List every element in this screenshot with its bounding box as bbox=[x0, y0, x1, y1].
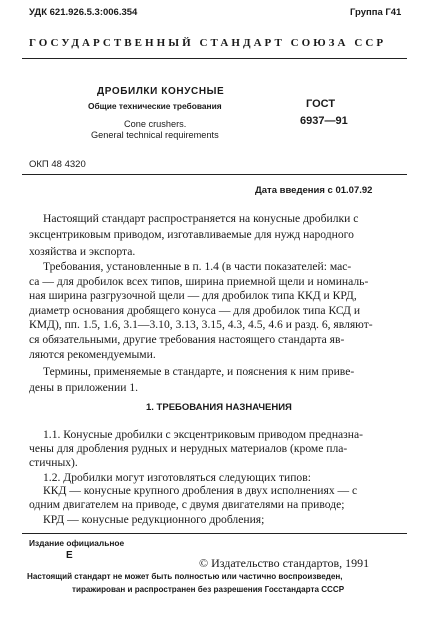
text-line: диаметр основания дробящего конуса — для дробилок типа КСД и bbox=[29, 303, 361, 317]
intro-paragraph-3 bbox=[29, 364, 402, 397]
intro-paragraph-1 bbox=[29, 211, 402, 260]
document-title: ДРОБИЛКИ КОНУСНЫЕ bbox=[97, 86, 225, 97]
section1-paragraph-3 bbox=[29, 484, 402, 512]
text-line: са — для дробилок всех типов, ширина приемной щели и номиналь- bbox=[29, 274, 369, 288]
text-line: Настоящий стандарт распространяется на конусные дробилки с bbox=[43, 212, 359, 225]
reproduction-notice-line-2: тиражирован и распространен без разрешения Госстандарта СССР bbox=[72, 585, 345, 594]
text-line: КМД), пп. 1.5, 1.6, 3.1—3.10, 3.13, 3.15, 4.3, 4.5, 4.6 и разд. 6, являют- bbox=[29, 318, 373, 332]
reproduction-notice-line-1: Настоящий стандарт не может быть полностью или частично воспроизведен, bbox=[27, 572, 343, 581]
document-subtitle: Общие технические требования bbox=[88, 101, 222, 111]
title-english-1: Cone crushers. bbox=[124, 119, 187, 129]
okp-code: ОКП 48 4320 bbox=[29, 159, 86, 170]
footer-rule bbox=[22, 533, 407, 534]
text-line: 1.2. Дробилки могут изготовляться следующих типов: bbox=[43, 471, 311, 484]
text-line: Термины, применяемые в стандарте, и пояснения к ним приве- bbox=[43, 365, 355, 378]
section1-paragraph-4 bbox=[29, 512, 402, 528]
text-line: одним двигателем на приводе, с двумя двигателями на приводе; bbox=[29, 498, 345, 512]
text-line: ляются рекомендуемыми. bbox=[29, 347, 156, 361]
edition-letter: Е bbox=[66, 550, 73, 561]
copyright-notice: © Издательство стандартов, 1991 bbox=[199, 556, 370, 570]
state-standard-banner: ГОСУДАРСТВЕННЫЙ СТАНДАРТ СОЮЗА ССР bbox=[29, 37, 387, 49]
text-line: ная ширина разгрузочной щели — для дробилок типа ККД и КРД, bbox=[29, 289, 357, 303]
header-rule bbox=[22, 58, 407, 59]
effective-date: Дата введения с 01.07.92 bbox=[255, 185, 373, 196]
official-edition-label: Издание официальное bbox=[29, 538, 125, 548]
text-line: ся обязательными, другие требования настоящего стандарта яв- bbox=[29, 332, 345, 346]
text-line: КРД — конусные редукционного дробления; bbox=[43, 513, 265, 526]
text-line: стичных). bbox=[29, 456, 78, 470]
group-code: Группа Г41 bbox=[350, 7, 402, 18]
text-line: хозяйства и экспорта. bbox=[29, 244, 136, 258]
title-english-2: General technical requirements bbox=[91, 130, 219, 140]
section1-paragraph-1 bbox=[29, 428, 402, 471]
text-line: чены для дробления рудных и нерудных материалов (кроме пла- bbox=[29, 442, 348, 456]
gost-number: 6937—91 bbox=[300, 115, 348, 127]
section-heading: 1. ТРЕБОВАНИЯ НАЗНАЧЕНИЯ bbox=[146, 402, 292, 413]
okp-rule bbox=[22, 174, 407, 175]
gost-label: ГОСТ bbox=[306, 98, 336, 110]
intro-paragraph-2 bbox=[29, 260, 402, 362]
text-line: Требования, установленные в п. 1.4 (в части показателей: мас- bbox=[43, 260, 352, 273]
text-line: ККД — конусные крупного дробления в двух исполнениях — с bbox=[43, 484, 358, 497]
text-line: эксцентриковым приводом, изготавливаемые для нужд народного bbox=[29, 228, 354, 242]
text-line: дены в приложении 1. bbox=[29, 381, 139, 395]
udk-code: УДК 621.926.5.3:006.354 bbox=[29, 7, 138, 18]
text-line: 1.1. Конусные дробилки с эксцентриковым приводом предназна- bbox=[43, 428, 363, 441]
